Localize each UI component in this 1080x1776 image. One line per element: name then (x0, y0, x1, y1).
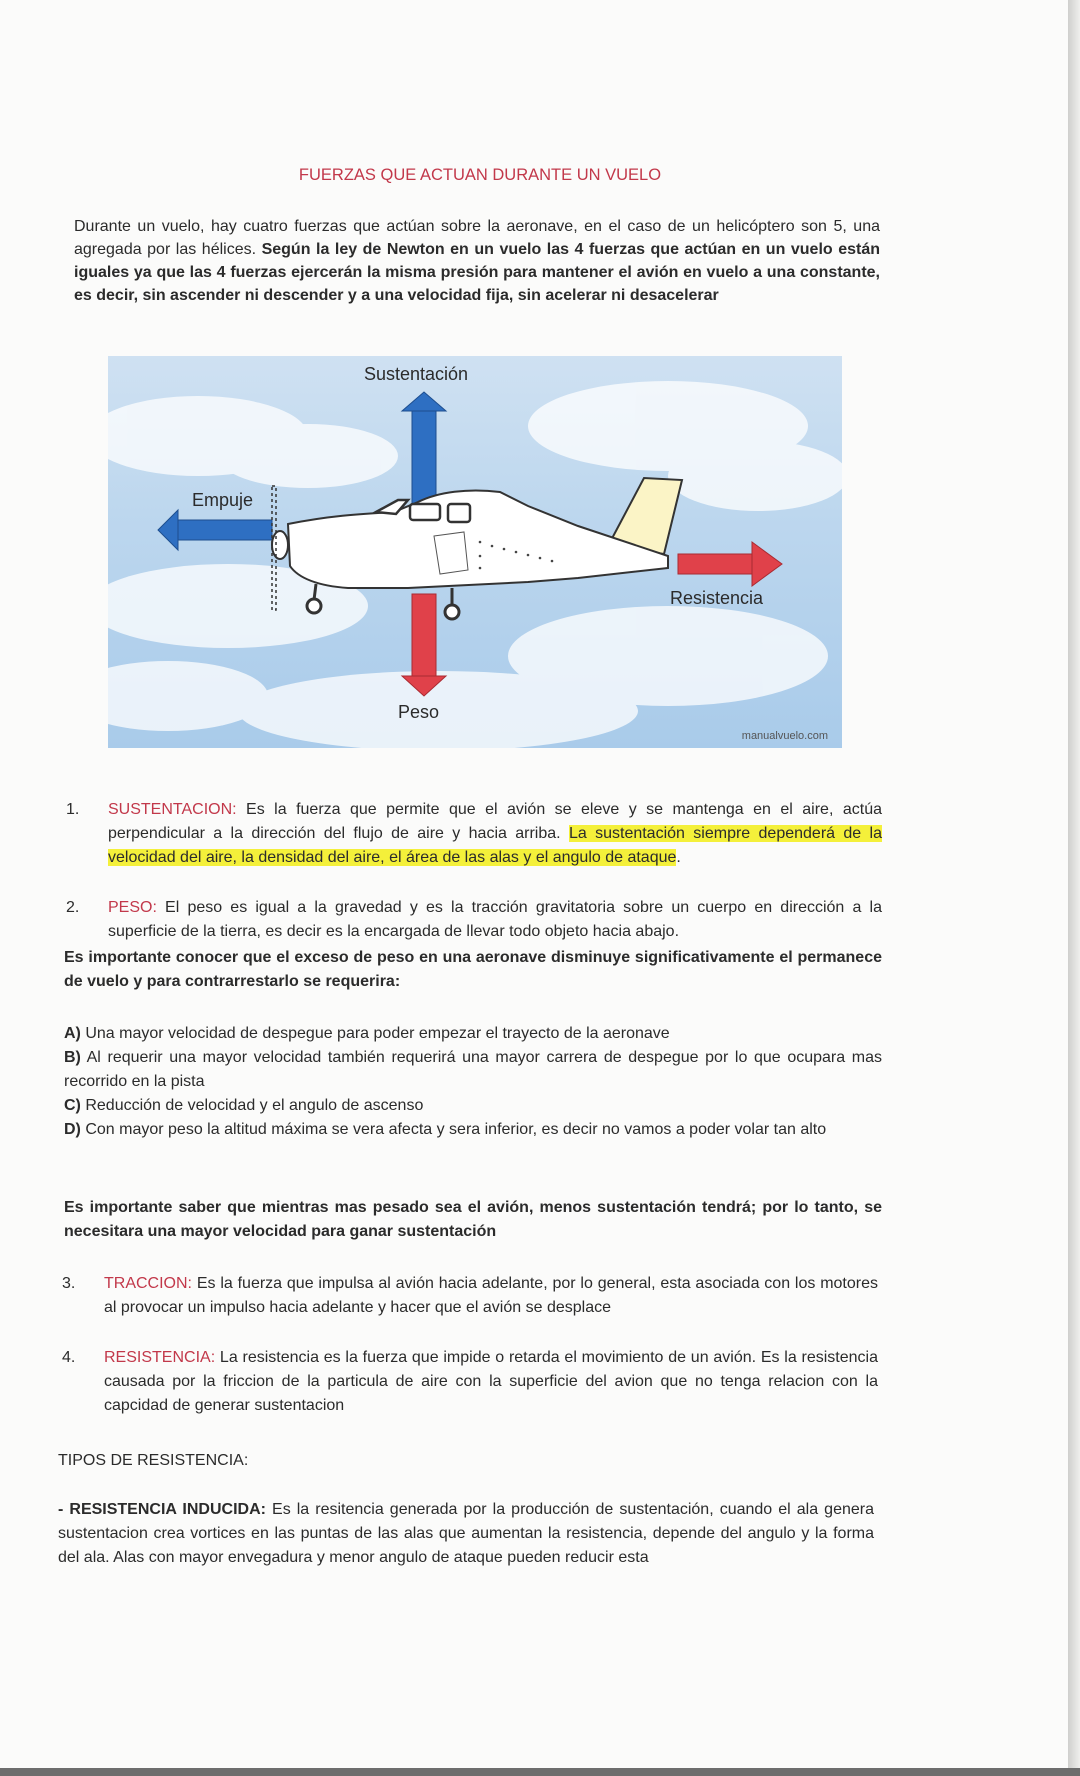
weight-arrow (402, 594, 446, 696)
item-highlight: La sustentación siempre dependerá de la velocidad del aire, la densidad del aire, el área de las alas y el angulo de ataque (108, 825, 883, 866)
item-number: 1. (66, 801, 80, 818)
forces-diagram (108, 356, 842, 748)
types-heading: TIPOS DE RESISTENCIA: (58, 1452, 249, 1469)
front-wheel (307, 599, 321, 613)
item-term: PESO: (108, 899, 157, 916)
induced-drag-paragraph (58, 1498, 874, 1570)
label-weight: Peso (398, 702, 440, 722)
effects-list (64, 1022, 882, 1142)
item-text: El peso es igual a la gravedad y es la tracción gravitatoria sobre un cuerpo en dirección a la superficie de la tierra, es decir es la encargada de llevar todo objeto hacia abajo. (108, 899, 882, 940)
conclusion-note: Es importante saber que mientras mas pesado sea el avión, menos sustentación tendrá; por lo tanto, se necesitara una mayor velocidad para ganar sustentación (64, 1199, 882, 1240)
list-item (62, 1346, 878, 1418)
item-letter: C) (64, 1097, 81, 1114)
item-number: 3. (62, 1275, 76, 1292)
label-lift: Sustentación (364, 364, 469, 384)
thrust-arrow (158, 510, 272, 550)
intro-bold-text: Según la ley de Newton en un vuelo las 4 fuerzas que actúan en un vuelo están iguales ya que las 4 fuerzas ejercerán la misma presión para mantener el avión en vuelo a una constante, es decir, sin ascender ni descender y a una velocidad fija, sin acelerar ni desacelerar (74, 241, 880, 304)
item-term: SUSTENTACION: (108, 801, 237, 818)
label-thrust: Empuje (192, 490, 254, 510)
list-item (64, 1046, 882, 1094)
lift-arrow (402, 392, 446, 505)
list-item (64, 1118, 882, 1142)
item-term: TRACCION: (104, 1275, 192, 1292)
list-item (62, 1272, 878, 1320)
induced-text: Es la resitencia generada por la producción de sustentación, cuando el ala genera sustentacion crea vortices en las puntas de las alas que aumentan la resistencia, depende del angulo y la forma del ala. Alas con mayor envegadura y menor angulo de ataque pueden reducir esta (58, 1501, 874, 1566)
item-text: Es la fuerza que permite que el avión se eleve y se mantenga en el aire, actúa perpendicular a la dirección del flujo de aire y hacia arriba. (108, 801, 882, 842)
item-letter: A) (64, 1025, 81, 1042)
list-item (64, 1094, 882, 1118)
item-term: RESISTENCIA: (104, 1349, 216, 1366)
drag-arrow (678, 542, 782, 586)
item-number: 2. (66, 899, 80, 916)
item-body (104, 1346, 878, 1418)
induced-term: - RESISTENCIA INDUCIDA: (58, 1501, 266, 1518)
weight-note: Es importante conocer que el exceso de peso en una aeronave disminuye significativamente el permanece de vuelo y para contrarrestarlo se requerira: (64, 949, 882, 990)
item-body: SUSTENTACION: Es la fuerza que permite que el avión se eleve y se mantenga en el aire, actúa perpendicular a la dirección del flujo de aire y hacia arriba. La sustentación siempre dependerá de la velocidad del aire, la densidad del aire, el área de las alas y el angulo de ataque. (108, 801, 883, 866)
figure-credit: manualvuelo.com (741, 730, 828, 742)
page-title: FUERZAS QUE ACTUAN DURANTE UN VUELO (298, 166, 662, 184)
intro-text: Durante un vuelo, hay cuatro fuerzas que actúan sobre la aeronave, en el caso de un helicóptero son 5, una agregada por las hélices. (74, 218, 880, 258)
list-item (66, 896, 882, 944)
item-text: La resistencia es la fuerza que impide o retarda el movimiento de un avión. Es la resistencia causada por la friccion de la particula de aire con la superficie del avion que no tenga relacion con la capcidad de generar sustentacion (104, 1349, 878, 1414)
item-body (104, 1272, 878, 1320)
fuselage (288, 490, 668, 588)
item-letter: B) (64, 1049, 81, 1066)
main-wheel (445, 605, 459, 619)
item-text: Reducción de velocidad y el angulo de ascenso (80, 1097, 424, 1114)
item-text: Una mayor velocidad de despegue para poder empezar el trayecto de la aeronave (80, 1025, 670, 1042)
item-text: Es la fuerza que impulsa al avión hacia adelante, por lo general, esta asociada con los motores al provocar un impulso hacia adelante y hacer que el avión se desplace (104, 1275, 878, 1316)
page-edge-shadow (1068, 0, 1080, 1776)
scanner-bottom-edge (0, 1768, 1080, 1776)
item-letter: D) (64, 1121, 81, 1138)
list-item (64, 1022, 882, 1046)
item-number: 4. (62, 1349, 76, 1366)
airplane-illustration (108, 356, 842, 748)
item-text: Con mayor peso la altitud máxima se vera afecta y sera inferior, es decir no vamos a poder volar tan alto (80, 1121, 827, 1138)
item-text: Al requerir una mayor velocidad también requerirá una mayor carrera de despegue por lo que ocupara mas recorrido en la pista (64, 1049, 882, 1090)
item-body (108, 896, 882, 944)
label-drag: Resistencia (670, 588, 764, 608)
list-item (66, 798, 882, 870)
intro-paragraph (74, 215, 880, 307)
